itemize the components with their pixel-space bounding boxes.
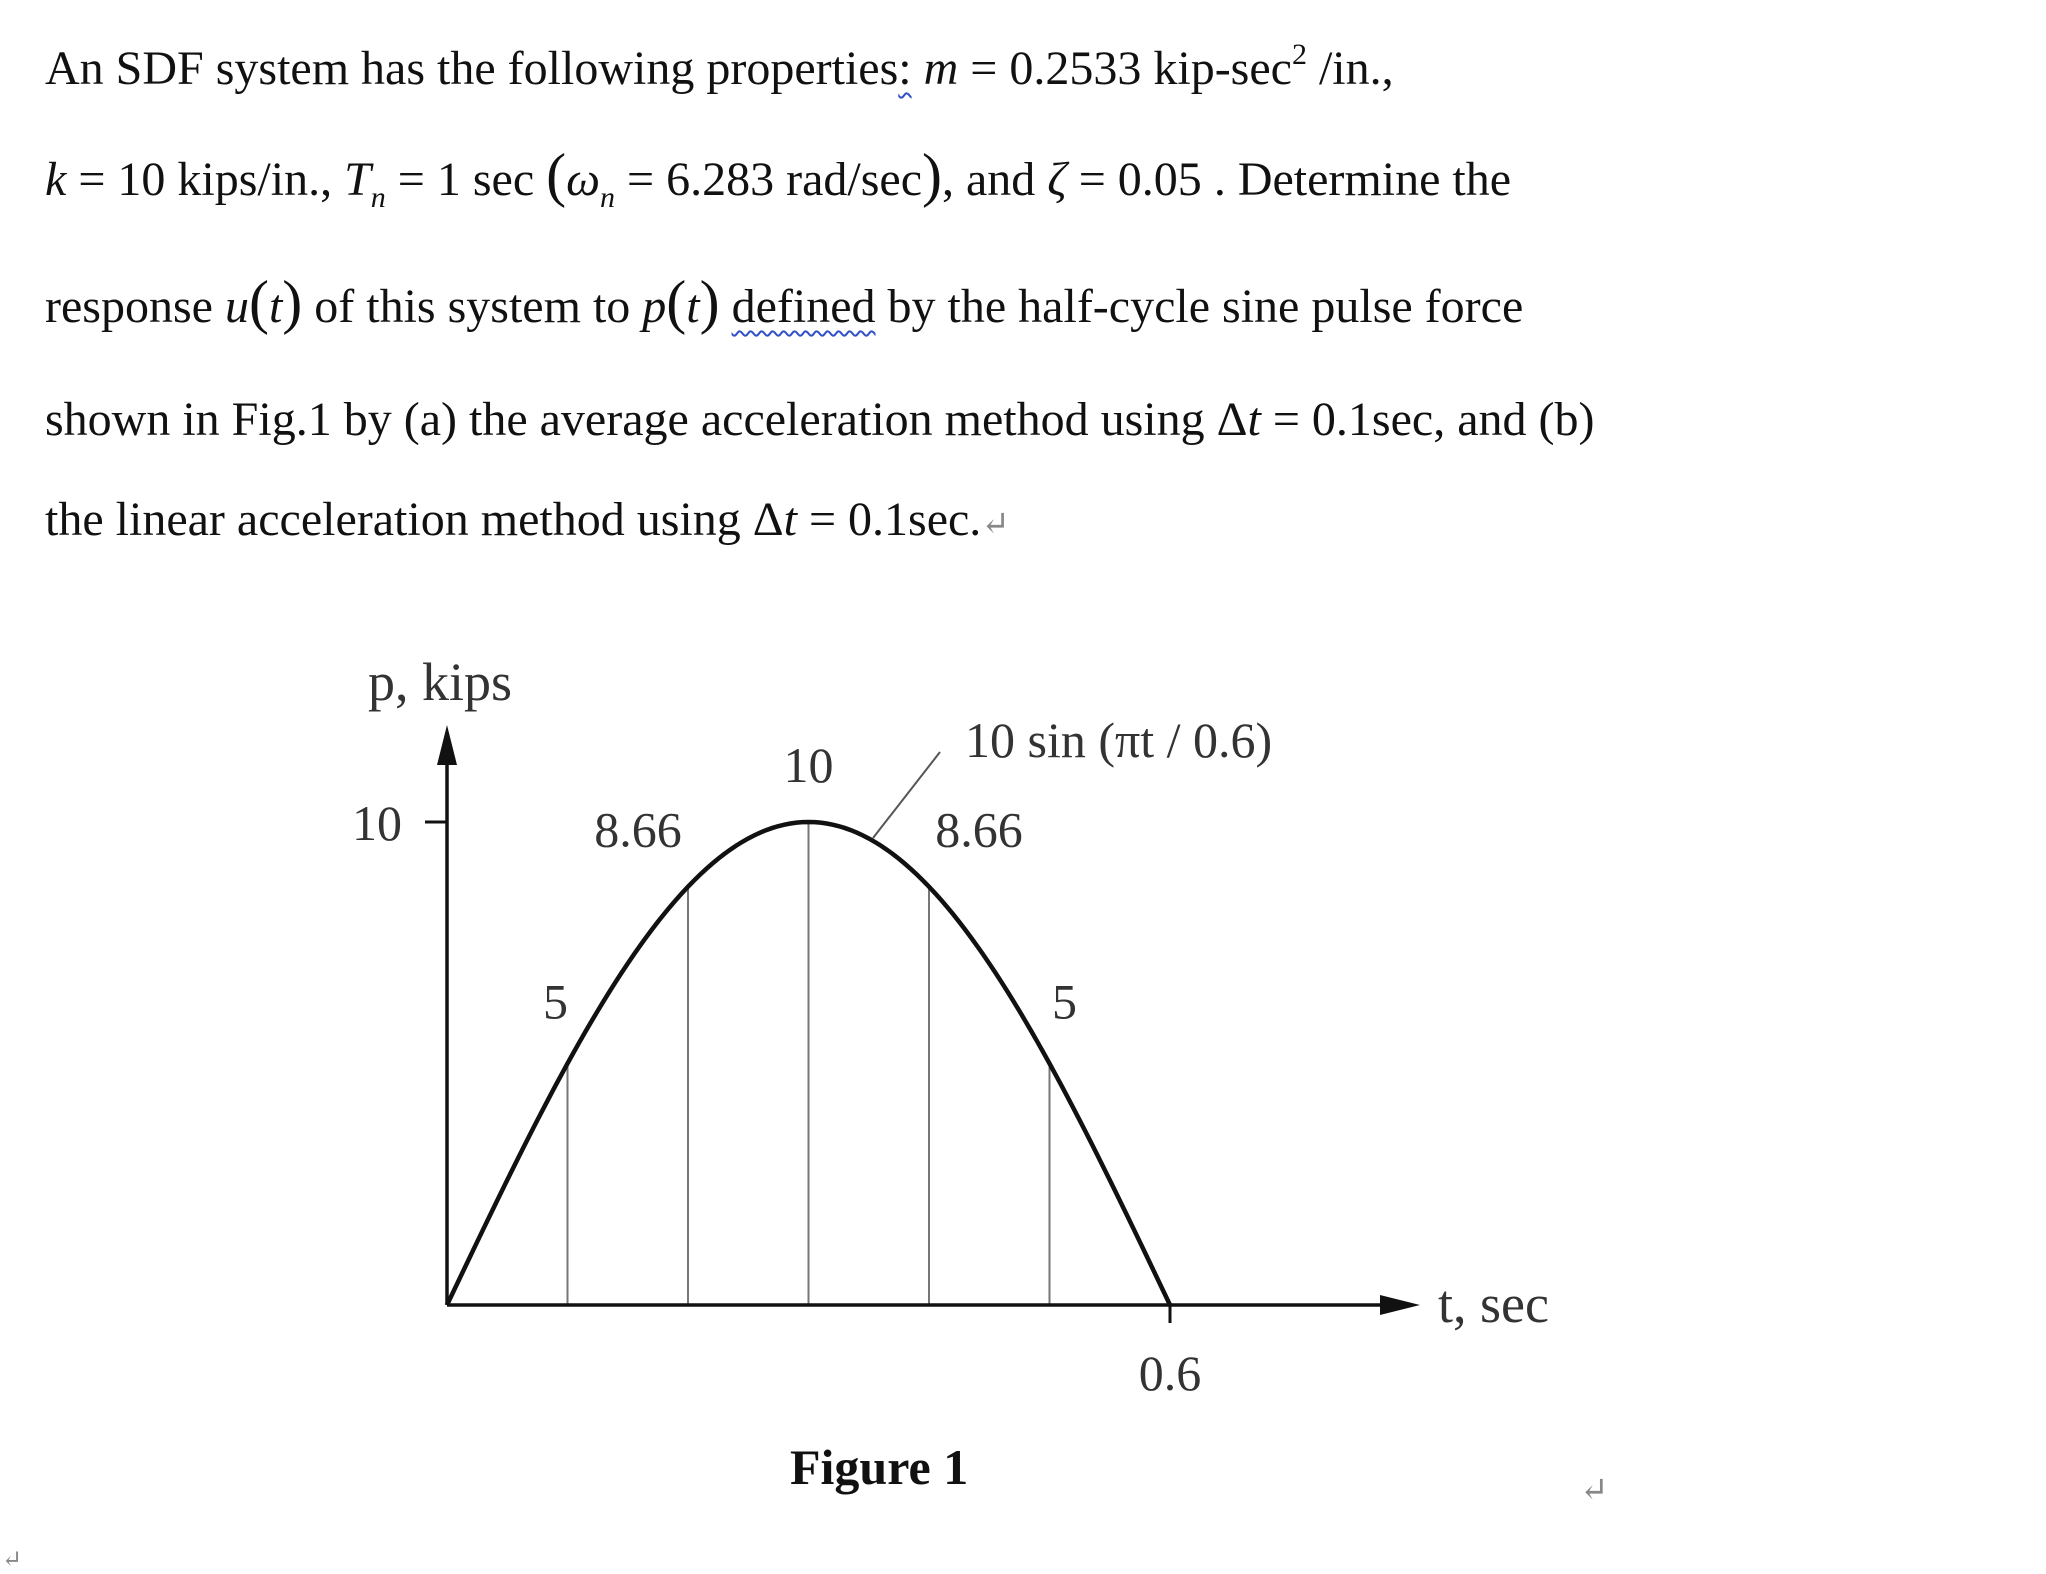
spelling-squiggle-defined: defined: [731, 280, 876, 333]
data-label: 8.66: [594, 801, 682, 858]
statement-line-3: response u(t) of this system to p(t) defined by the half-cycle sine pulse force: [45, 269, 1524, 335]
zeta-symbol: ζ: [1047, 153, 1067, 206]
p-symbol: p: [642, 280, 667, 333]
x-tick-label: 0.6: [1138, 1345, 1202, 1401]
spelling-squiggle: :: [898, 42, 912, 95]
statement-line-4: shown in Fig.1 by (a) the average acceleration method using Δt = 0.1sec, and (b): [45, 393, 1595, 446]
curve-annotation: 10 sin (πt / 0.6): [965, 712, 1273, 768]
x-axis-label: t, sec: [1438, 1274, 1549, 1334]
mass-symbol: m: [923, 42, 959, 95]
y-axis-arrow-icon: [437, 725, 457, 765]
data-label: 8.66: [935, 801, 1023, 858]
y-axis-label: p, kips: [368, 652, 513, 712]
period-symbol: T: [344, 153, 371, 206]
stiffness-symbol: k: [45, 153, 67, 206]
y-tick-label: 10: [352, 795, 402, 851]
exponent: 2: [1291, 38, 1307, 71]
paragraph-mark: ↵: [981, 506, 1010, 543]
x-axis-arrow-icon: [1380, 1295, 1420, 1315]
statement-line-1: An SDF system has the following properties: m = 0.2533 kip-$\sec^2$ /in.,: [45, 38, 1394, 95]
figure-caption: Figure 1: [790, 1439, 969, 1495]
statement-line-2: k = 10 kips/in., $T_n = 1$ $\sec (\omega_n = 6.283$ rad/sec), and ζ = 0.05 . Determine the: [45, 142, 1512, 214]
paragraph-mark: ↵: [1580, 1472, 1609, 1509]
data-label: 5: [1052, 973, 1077, 1030]
data-label: 5: [543, 973, 568, 1030]
curve-annotation-leader: [873, 752, 940, 838]
statement-line-5: the linear acceleration method using Δt = 0.1sec.↵: [45, 493, 1010, 546]
data-label: 10: [783, 737, 834, 793]
omega-symbol: ω: [566, 153, 601, 206]
paragraph-mark: ↵: [2, 1547, 23, 1573]
u-symbol: u: [224, 280, 249, 333]
